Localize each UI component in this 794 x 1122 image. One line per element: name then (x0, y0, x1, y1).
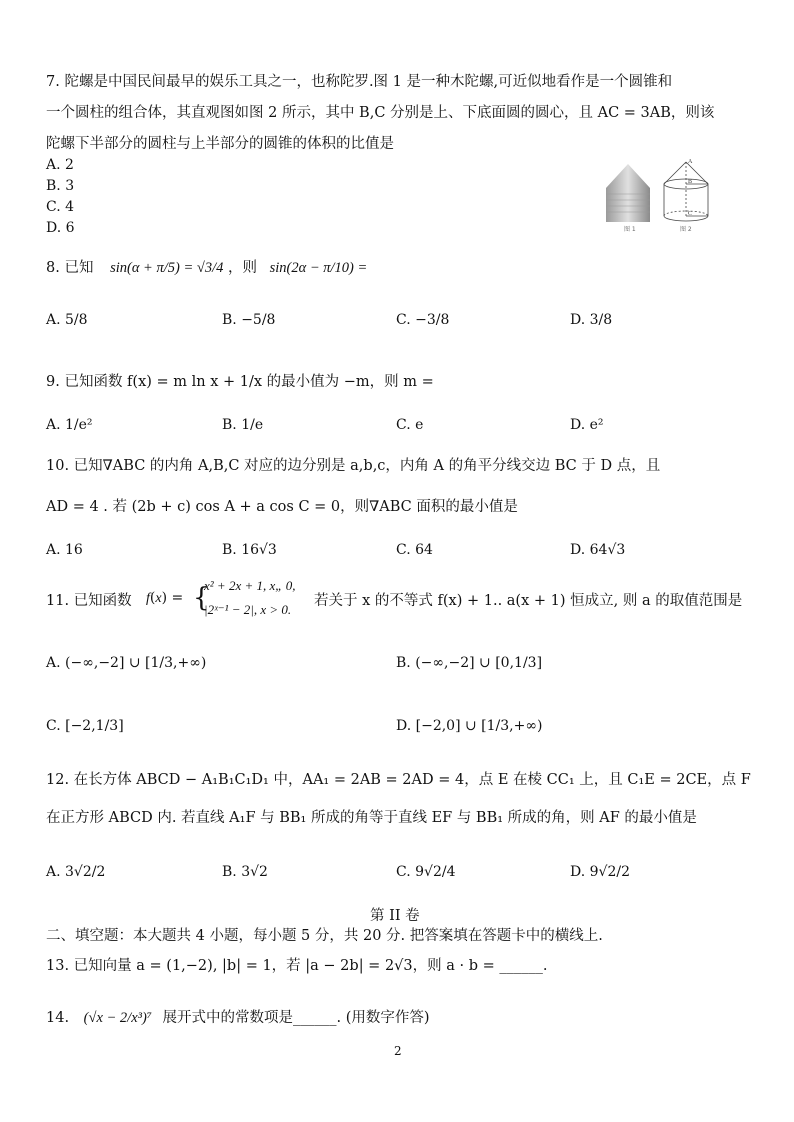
q10-option-b: B. 16√3 (222, 542, 277, 558)
q9-stem: 9. 已知函数 f(x) = m ln x + 1/x 的最小值为 −m，则 m = (46, 374, 434, 390)
q7-fig2-label: 图 2 (680, 226, 692, 233)
q7-option-c: C. 4 (46, 199, 75, 215)
q14-stem (46, 1008, 430, 1028)
q7-fig2-point-c: C (688, 211, 693, 217)
q7-option-a: A. 2 (46, 157, 74, 173)
q8-option-b: B. −5/8 (222, 312, 276, 328)
q7-figure-2-diagram (660, 154, 712, 234)
q9-option-d: D. e² (570, 417, 604, 433)
q8-mid: ，则 (227, 260, 257, 276)
q11-option-a: A. (−∞,−2] ∪ [1/3,+∞) (46, 655, 207, 671)
q7-fig1-label: 图 1 (624, 226, 636, 233)
q14-text: 展开式中的常数项是______. (用数字作答) (162, 1010, 430, 1026)
q8-prefix: 8. 已知 (46, 260, 94, 276)
q14-expr: (√x − 2/x³)⁷ (83, 1010, 152, 1026)
q10-line-1: 10. 已知∇ABC 的内角 A,B,C 对应的边分别是 a,b,c，内角 A 的角平分线交边 BC 于 D 点，且 (46, 458, 661, 474)
q7-line-1: 7. 陀螺是中国民间最早的娱乐工具之一，也称陀罗.图 1 是一种木陀螺,可近似地看作是一个圆锥和 (46, 74, 673, 90)
q8-option-c: C. −3/8 (396, 312, 450, 328)
q10-option-d: D. 64√3 (570, 542, 626, 558)
q13-stem: 13. 已知向量 a = (1,−2), |b| = 1，若 |a − 2b| = 2√3，则 a · b = ______. (46, 958, 548, 974)
q8-option-a: A. 5/8 (46, 312, 88, 328)
q8-option-d: D. 3/8 (570, 312, 613, 328)
q11-option-c: C. [−2,1/3] (46, 718, 124, 734)
q11-fx-label: f(x) = (146, 590, 184, 606)
q11-piece-1: x² + 2x + 1, x„ 0, (204, 578, 296, 593)
q12-option-b: B. 3√2 (222, 864, 268, 880)
q11-option-d: D. [−2,0] ∪ [1/3,+∞) (396, 718, 543, 734)
q12-line-1: 12. 在长方体 ABCD − A₁B₁C₁D₁ 中，AA₁ = 2AB = 2AD = 4，点 E 在棱 CC₁ 上，且 C₁E = 2CE，点 F (46, 772, 751, 788)
q10-option-c: C. 64 (396, 542, 433, 558)
q12-line-2: 在正方形 ABCD 内. 若直线 A₁F 与 BB₁ 所成的角等于直线 EF 与 BB₁ 所成的角，则 AF 的最小值是 (46, 810, 697, 826)
q11-piece-2: |2ˣ⁻¹ − 2|, x > 0. (204, 602, 292, 617)
q11-prefix: 11. 已知函数 (46, 593, 132, 609)
q12-option-c: C. 9√2/4 (396, 864, 456, 880)
q12-option-d: D. 9√2/2 (570, 864, 630, 880)
section-ii-intro: 二、填空题：本大题共 4 小题，每小题 5 分，共 20 分. 把答案填在答题卡中的横线上. (46, 928, 603, 944)
q7-figure-1-top-photo (602, 158, 654, 234)
page-number: 2 (394, 1044, 402, 1058)
q7-option-d: D. 6 (46, 220, 75, 236)
q14-prefix: 14. (46, 1010, 70, 1026)
q10-line-2: AD = 4 . 若 (2b + c) cos A + a cos C = 0，则∇ABC 面积的最小值是 (46, 499, 518, 515)
q9-option-a: A. 1/e² (46, 417, 93, 433)
q8-stem (46, 258, 367, 278)
q9-option-b: B. 1/e (222, 417, 264, 433)
q7-fig2-point-b: B (688, 179, 693, 185)
q8-expr-2: sin(2α − π/10) = (269, 260, 368, 276)
q8-expr-1: sin(α + π/5) = √3/4 (110, 260, 224, 276)
section-ii-title: 第 II 卷 (370, 908, 420, 924)
q11-suffix: 若关于 x 的不等式 f(x) + 1.. a(x + 1) 恒成立, 则 a 的取值范围是 (314, 593, 743, 609)
q10-option-a: A. 16 (46, 542, 83, 558)
q7-line-3: 陀螺下半部分的圆柱与上半部分的圆锥的体积的比值是 (46, 136, 394, 152)
q11-brace: { (193, 583, 210, 613)
q9-option-c: C. e (396, 417, 424, 433)
q7-fig2-point-a: A (688, 159, 693, 165)
q7-line-2: 一个圆柱的组合体，其直观图如图 2 所示，其中 B,C 分别是上、下底面圆的圆心，且 AC = 3AB，则该 (46, 105, 715, 121)
q7-option-b: B. 3 (46, 178, 75, 194)
q12-option-a: A. 3√2/2 (46, 864, 106, 880)
q11-option-b: B. (−∞,−2] ∪ [0,1/3] (396, 655, 543, 671)
